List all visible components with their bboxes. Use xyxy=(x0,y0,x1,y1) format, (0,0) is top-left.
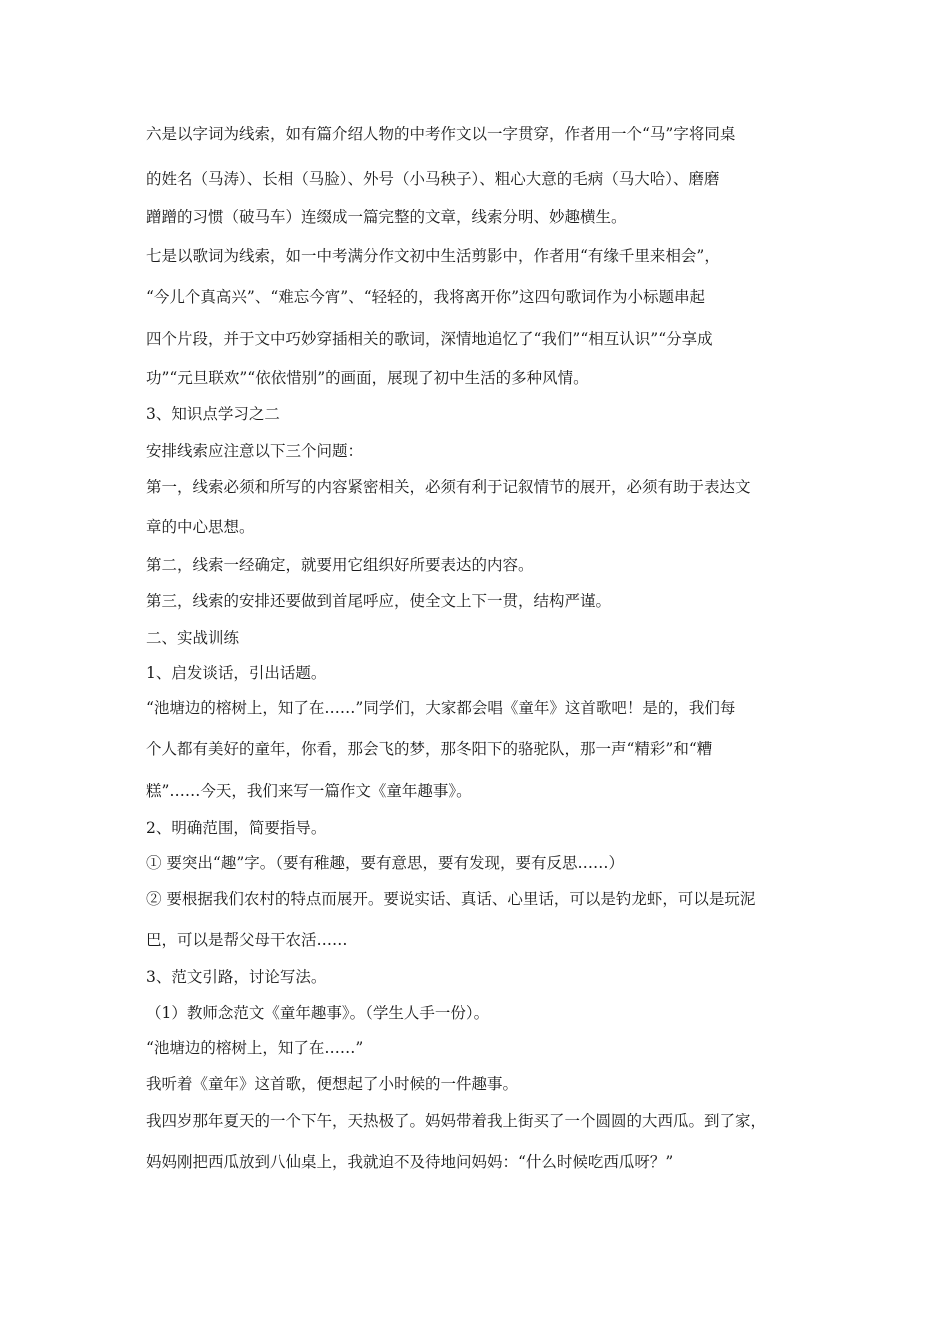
text-line: 蹭蹭的习惯（破马车）连缀成一篇完整的文章，线索分明、妙趣横生。 xyxy=(146,208,627,226)
section-heading: 2、明确范围，简要指导。 xyxy=(146,819,327,837)
section-heading: 二、实战训练 xyxy=(146,629,240,647)
text-line: 我听着《童年》这首歌，便想起了小时候的一件趣事。 xyxy=(146,1075,519,1093)
text-line: 我四岁那年夏天的一个下午，天热极了。妈妈带着我上街买了一个圆圆的大西瓜。到了家， xyxy=(146,1112,767,1130)
list-item: ② 要根据我们农村的特点而展开。要说实话、真话、心里话，可以是钓龙虾，可以是玩泥 xyxy=(146,890,756,908)
text-line: 第二，线索一经确定，就要用它组织好所要表达的内容。 xyxy=(146,556,534,574)
text-line: 六是以字词为线索，如有篇介绍人物的中考作文以一字贯穿，作者用一个“马”字将同桌 xyxy=(146,125,736,143)
text-line: 个人都有美好的童年，你看，那会飞的梦，那冬阳下的骆驼队，那一声“精彩”和“糟 xyxy=(146,740,713,758)
section-heading: 3、知识点学习之二 xyxy=(146,405,280,423)
list-item: ① 要突出“趣”字。（要有稚趣，要有意思，要有发现，要有反思……） xyxy=(146,854,625,872)
text-line: 的姓名（马涛）、长相（马脸）、外号（小马秧子）、粗心大意的毛病（马大哈）、磨磨 xyxy=(146,170,720,188)
text-line: 功”“元旦联欢”“依依惜别”的画面，展现了初中生活的多种风情。 xyxy=(146,369,589,387)
text-line: 安排线索应注意以下三个问题： xyxy=(146,442,364,460)
text-line: “池塘边的榕树上，知了在……”同学们，大家都会唱《童年》这首歌吧！是的，我们每 xyxy=(146,699,736,717)
text-line: 妈妈刚把西瓜放到八仙桌上，我就迫不及待地问妈妈：“什么时候吃西瓜呀？” xyxy=(146,1153,674,1171)
section-heading: 1、启发谈话，引出话题。 xyxy=(146,664,327,682)
text-line: 第三，线索的安排还要做到首尾呼应，使全文上下一贯，结构严谨。 xyxy=(146,592,612,610)
text-line: 七是以歌词为线索，如一中考满分作文初中生活剪影中，作者用“有缘千里来相会”， xyxy=(146,247,720,265)
text-line: 糕”……今天，我们来写一篇作文《童年趣事》。 xyxy=(146,782,472,800)
text-line: 四个片段，并于文中巧妙穿插相关的歌词，深情地追忆了“我们”“相互认识”“分享成 xyxy=(146,330,713,348)
text-line: 章的中心思想。 xyxy=(146,518,255,536)
section-heading: 3、范文引路，讨论写法。 xyxy=(146,968,327,986)
text-line: 巴，可以是帮父母干农活…… xyxy=(146,931,348,949)
text-line: “今儿个真高兴”、“难忘今宵”、“轻轻的，我将离开你”这四句歌词作为小标题串起 xyxy=(146,288,706,306)
text-line: 第一，线索必须和所写的内容紧密相关，必须有利于记叙情节的展开，必须有助于表达文 xyxy=(146,478,751,496)
text-line: （1）教师念范文《童年趣事》。（学生人手一份）。 xyxy=(146,1004,490,1022)
text-line: “池塘边的榕树上，知了在……” xyxy=(146,1039,364,1057)
